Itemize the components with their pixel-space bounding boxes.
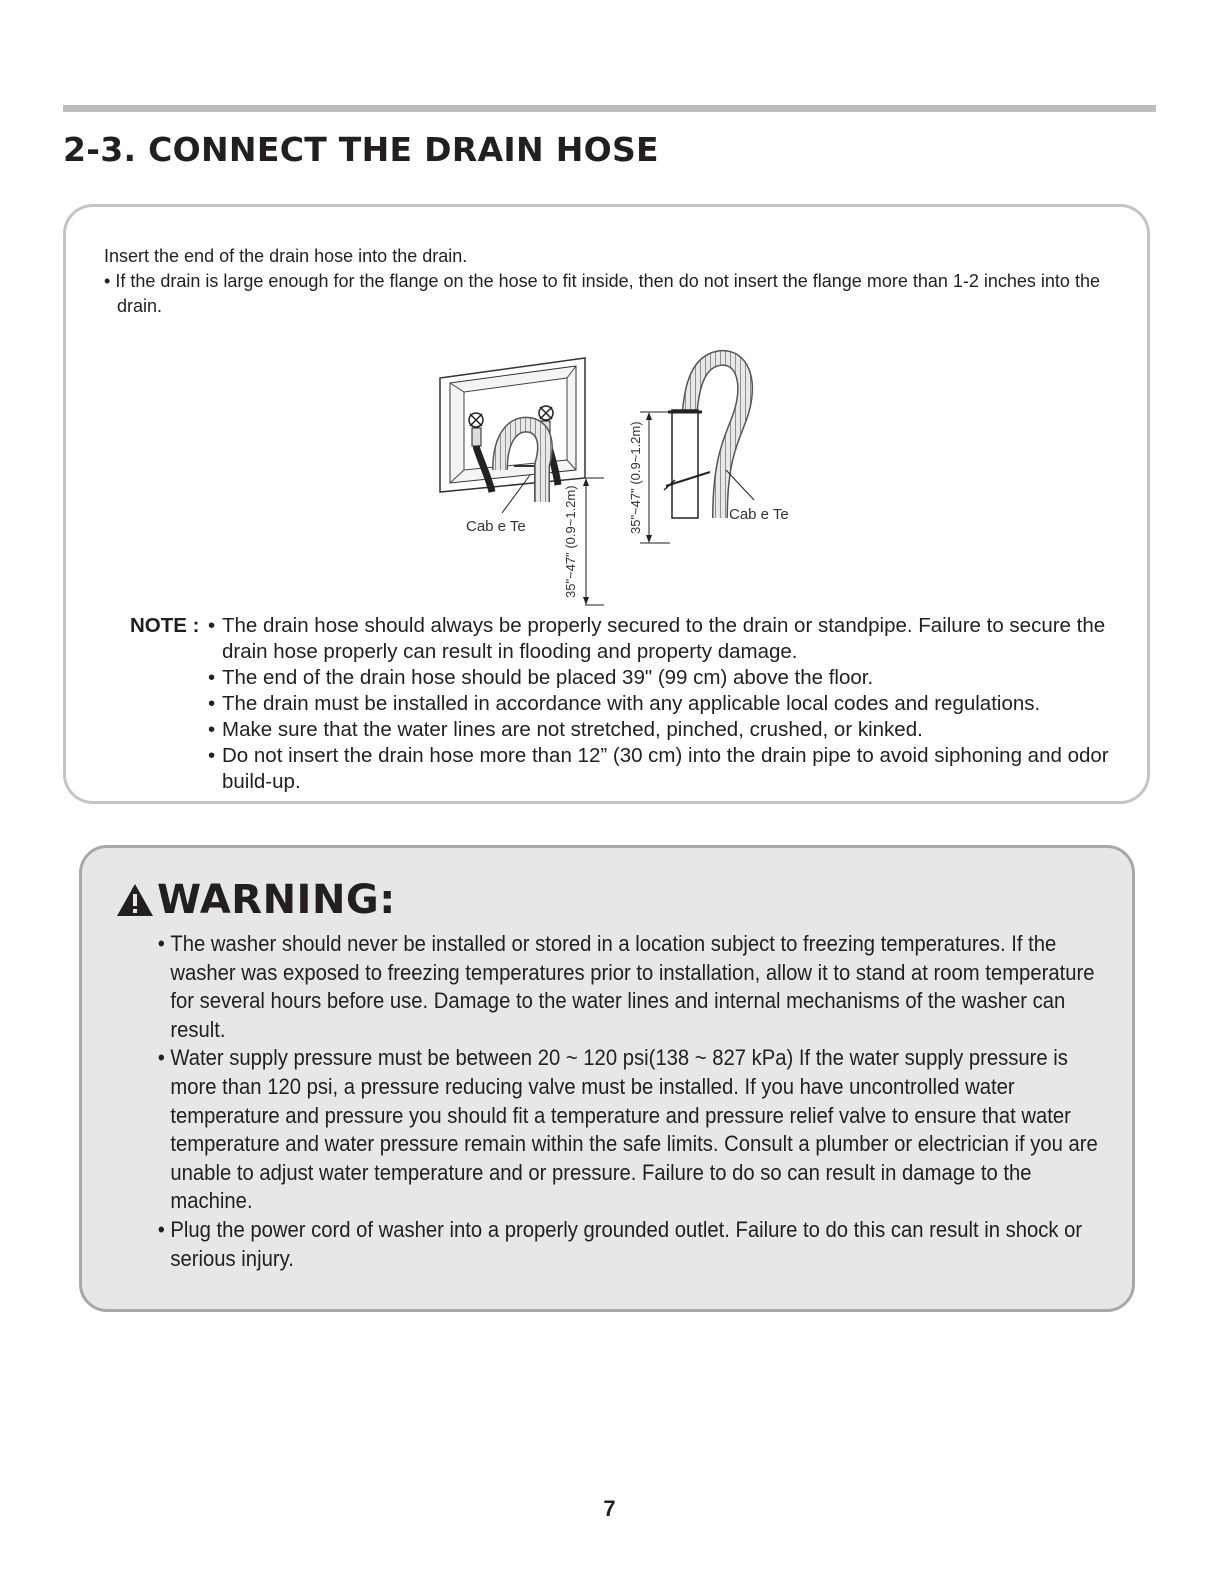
note-item: • The drain hose should always be properly secured to the drain or standpipe. Failure to secure the drain hose properly can result in flooding and property damage. (208, 613, 1130, 665)
warning-title: WARNING: (157, 877, 396, 923)
warning-heading (115, 876, 396, 924)
intro-bullet-text: If the drain is large enough for the flange on the hose to fit inside, then do not insert the flange more than 1-2 inches into the drain. (115, 271, 1100, 316)
left-cable-tie-label: Cab e Te (466, 518, 526, 535)
note-item: • The drain must be installed in accordance with any applicable local codes and regulations. (208, 691, 1130, 717)
drain-hose-diagram (420, 340, 820, 615)
note-item: • Make sure that the water lines are not stretched, pinched, crushed, or kinked. (208, 717, 1130, 743)
note-list (130, 613, 1130, 795)
right-dimension-label: 35"~47" (0.9~1.2m) (628, 421, 643, 534)
warning-item: • The washer should never be installed or stored in a location subject to freezing temperatures. If the washer was exposed to freezing temperatures prior to installation, allow it to stand at room temperature for several hours before use. Damage to the water lines and internal mechanisms of the washer can result. (156, 930, 1111, 1044)
intro-bullet: • If the drain is large enough for the flange on the hose to fit inside, then do not insert the flange more than 1-2 inches into the drain. (104, 271, 1100, 316)
note-block (130, 613, 1130, 795)
page-number: 7 (603, 1496, 616, 1521)
left-dimension-label: 35"~47" (0.9~1.2m) (563, 485, 578, 598)
note-item: • The end of the drain hose should be placed 39" (99 cm) above the floor. (208, 665, 1130, 691)
right-cable-tie-label: Cab e Te (729, 506, 789, 523)
note-label: NOTE : (130, 614, 200, 637)
warning-list (156, 930, 1098, 1273)
top-rule (63, 105, 1156, 112)
warning-item: • Plug the power cord of washer into a properly grounded outlet. Failure to do this can result in shock or serious injury. (156, 1216, 1111, 1273)
note-item: • Do not insert the drain hose more than 12” (30 cm) into the drain pipe to avoid siphoning and odor build-up. (208, 743, 1130, 795)
intro-line: Insert the end of the drain hose into the drain. (104, 246, 468, 266)
section-title: 2-3. CONNECT THE DRAIN HOSE (63, 130, 659, 169)
warning-item: • Water supply pressure must be between 20 ~ 120 psi(138 ~ 827 kPa) If the water supply pressure is more than 120 psi, a pressure reducing valve must be installed. If you have uncontrolled water temperature and pressure you should fit a temperature and pressure relief valve to ensure that water temperature and water pressure remain within the safe limits. Consult a plumber or electrician if you are unable to adjust water temperature and or pressure. Failure to do so can result in damage to the machine. (156, 1044, 1111, 1216)
left-dimension (563, 478, 604, 605)
standpipe-illustration (664, 358, 789, 523)
intro-text (104, 244, 1104, 319)
right-dimension (628, 412, 670, 543)
warning-triangle-icon (115, 882, 155, 918)
